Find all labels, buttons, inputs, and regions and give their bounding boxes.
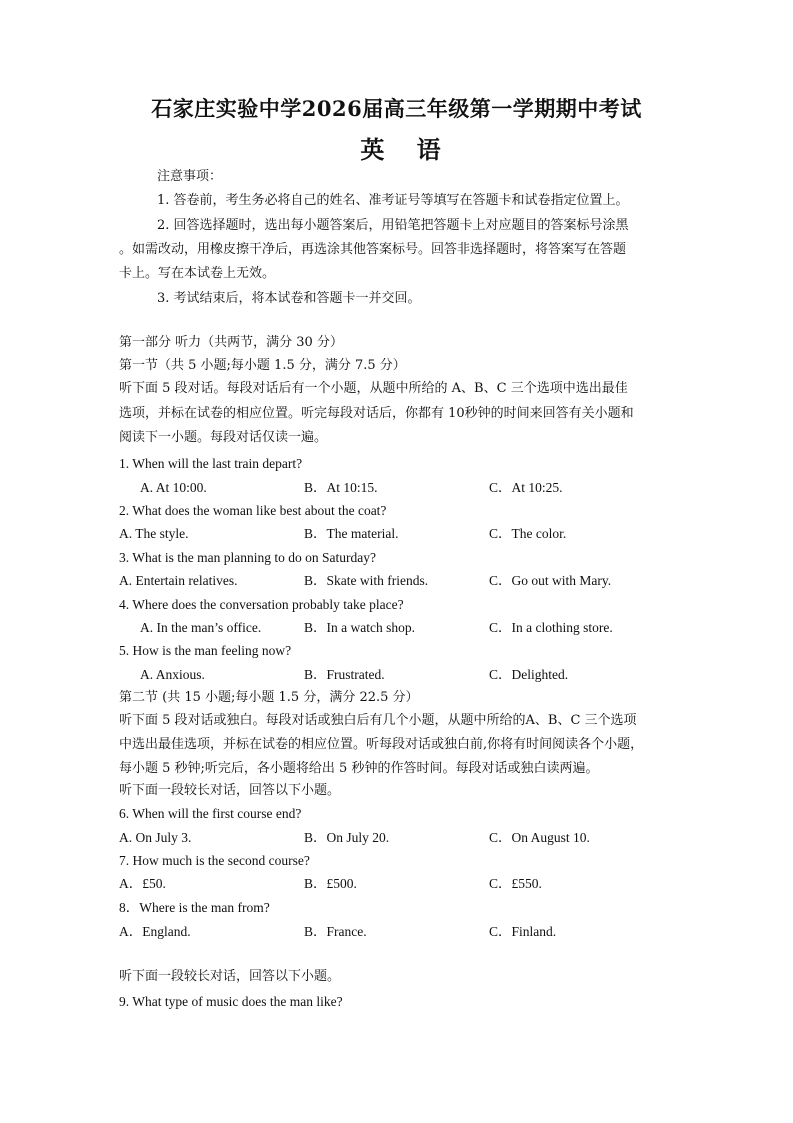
q4-option-b: B．In a watch shop. — [304, 620, 415, 635]
q3-option-a: A. Entertain relatives. — [119, 573, 238, 588]
q8-option-a: A．England. — [119, 924, 191, 939]
q7-option-a: A．£50. — [119, 876, 166, 891]
q2-option-b: B．The material. — [304, 526, 399, 541]
group1-label: 听下面一段较长对话，回答以下小题。 — [119, 783, 341, 798]
question-2: 2. What does the woman like best about the coat? — [119, 503, 387, 518]
q3-option-c: C．Go out with Mary. — [489, 573, 612, 588]
q4-option-a: A. In the man’s office. — [140, 620, 262, 635]
q5-option-c: C．Delighted. — [489, 667, 569, 682]
q6-option-a: A. On July 3. — [119, 830, 192, 845]
notice-item-2: 2. 回答选择题时，选出每小题答案后，用铅笔把答题卡上对应题目的答案标号涂黑 — [157, 218, 629, 233]
section2-instr-3: 每小题 5 秒钟;听完后，各小题将给出 5 秒钟的作答时间。每段对话或独白读两遍。 — [119, 761, 599, 776]
notice-heading: 注意事项： — [157, 169, 223, 184]
q6-option-b: B．On July 20. — [304, 830, 390, 845]
notice-item-3: 3. 考试结束后，将本试卷和答题卡一并交回。 — [157, 291, 421, 306]
subject-title: 英 语 — [360, 135, 453, 164]
q7-option-c: C．£550. — [489, 876, 542, 891]
section2-instr-1: 听下面 5 段对话或独白。每段对话或独白后有几个小题，从题中所给的A、B、C 三个选项 — [119, 713, 637, 728]
part1-heading: 第一部分 听力（共两节，满分 30 分） — [119, 335, 343, 350]
q4-option-c: C．In a clothing store. — [489, 620, 613, 635]
notice-item-2-cont: 。如需改动，用橡皮擦干净后，再选涂其他答案标号。回答非选择题时，将答案写在答题 — [119, 242, 627, 257]
q8-option-c: C．Finland. — [489, 924, 557, 939]
notice-item-2-cont2: 卡上。写在本试卷上无效。 — [119, 266, 276, 281]
q2-option-a: A. The style. — [119, 526, 189, 541]
question-1: 1. When will the last train depart? — [119, 456, 303, 471]
q1-option-b: B．At 10:15. — [304, 480, 378, 495]
q7-option-b: B．£500. — [304, 876, 357, 891]
q5-option-a: A. Anxious. — [140, 667, 205, 682]
q6-option-c: C．On August 10. — [489, 830, 590, 845]
q1-option-a: A. At 10:00. — [140, 480, 207, 495]
question-3: 3. What is the man planning to do on Saturday? — [119, 550, 376, 565]
section2-instr-2: 中选出最佳选项，并标在试卷的相应位置。听每段对话或独白前,你将有时间阅读各个小题， — [119, 737, 644, 752]
q2-option-c: C．The color. — [489, 526, 567, 541]
q3-option-b: B．Skate with friends. — [304, 573, 429, 588]
section1-heading: 第一节（共 5 小题;每小题 1.5 分，满分 7.5 分） — [119, 358, 406, 373]
group2-label: 听下面一段较长对话，回答以下小题。 — [119, 969, 341, 984]
section1-instr-2: 选项，并标在试卷的相应位置。听完每段对话后，你都有 10秒钟的时间来回答有关小题和 — [119, 406, 634, 421]
section1-instr-1: 听下面 5 段对话。每段对话后有一个小题，从题中所给的 A、B、C 三个选项中选出最佳 — [119, 381, 628, 396]
section2-heading: 第二节 (共 15 小题;每小题 1.5 分，满分 22.5 分） — [119, 690, 419, 705]
q1-option-c: C．At 10:25. — [489, 480, 563, 495]
exam-title: 石家庄实验中学2026届高三年级第一学期期中考试 — [151, 96, 642, 121]
question-6: 6. When will the first course end? — [119, 806, 302, 821]
question-8: 8．Where is the man from? — [119, 900, 270, 915]
question-9: 9. What type of music does the man like? — [119, 994, 343, 1009]
section1-instr-3: 阅读下一小题。每段对话仅读一遍。 — [119, 430, 328, 445]
question-4: 4. Where does the conversation probably take place? — [119, 597, 404, 612]
question-5: 5. How is the man feeling now? — [119, 643, 292, 658]
q8-option-b: B．France. — [304, 924, 367, 939]
q5-option-b: B．Frustrated. — [304, 667, 385, 682]
question-7: 7. How much is the second course? — [119, 853, 310, 868]
notice-item-1: 1. 答卷前，考生务必将自己的姓名、准考证号等填写在答题卡和试卷指定位置上。 — [157, 193, 629, 208]
